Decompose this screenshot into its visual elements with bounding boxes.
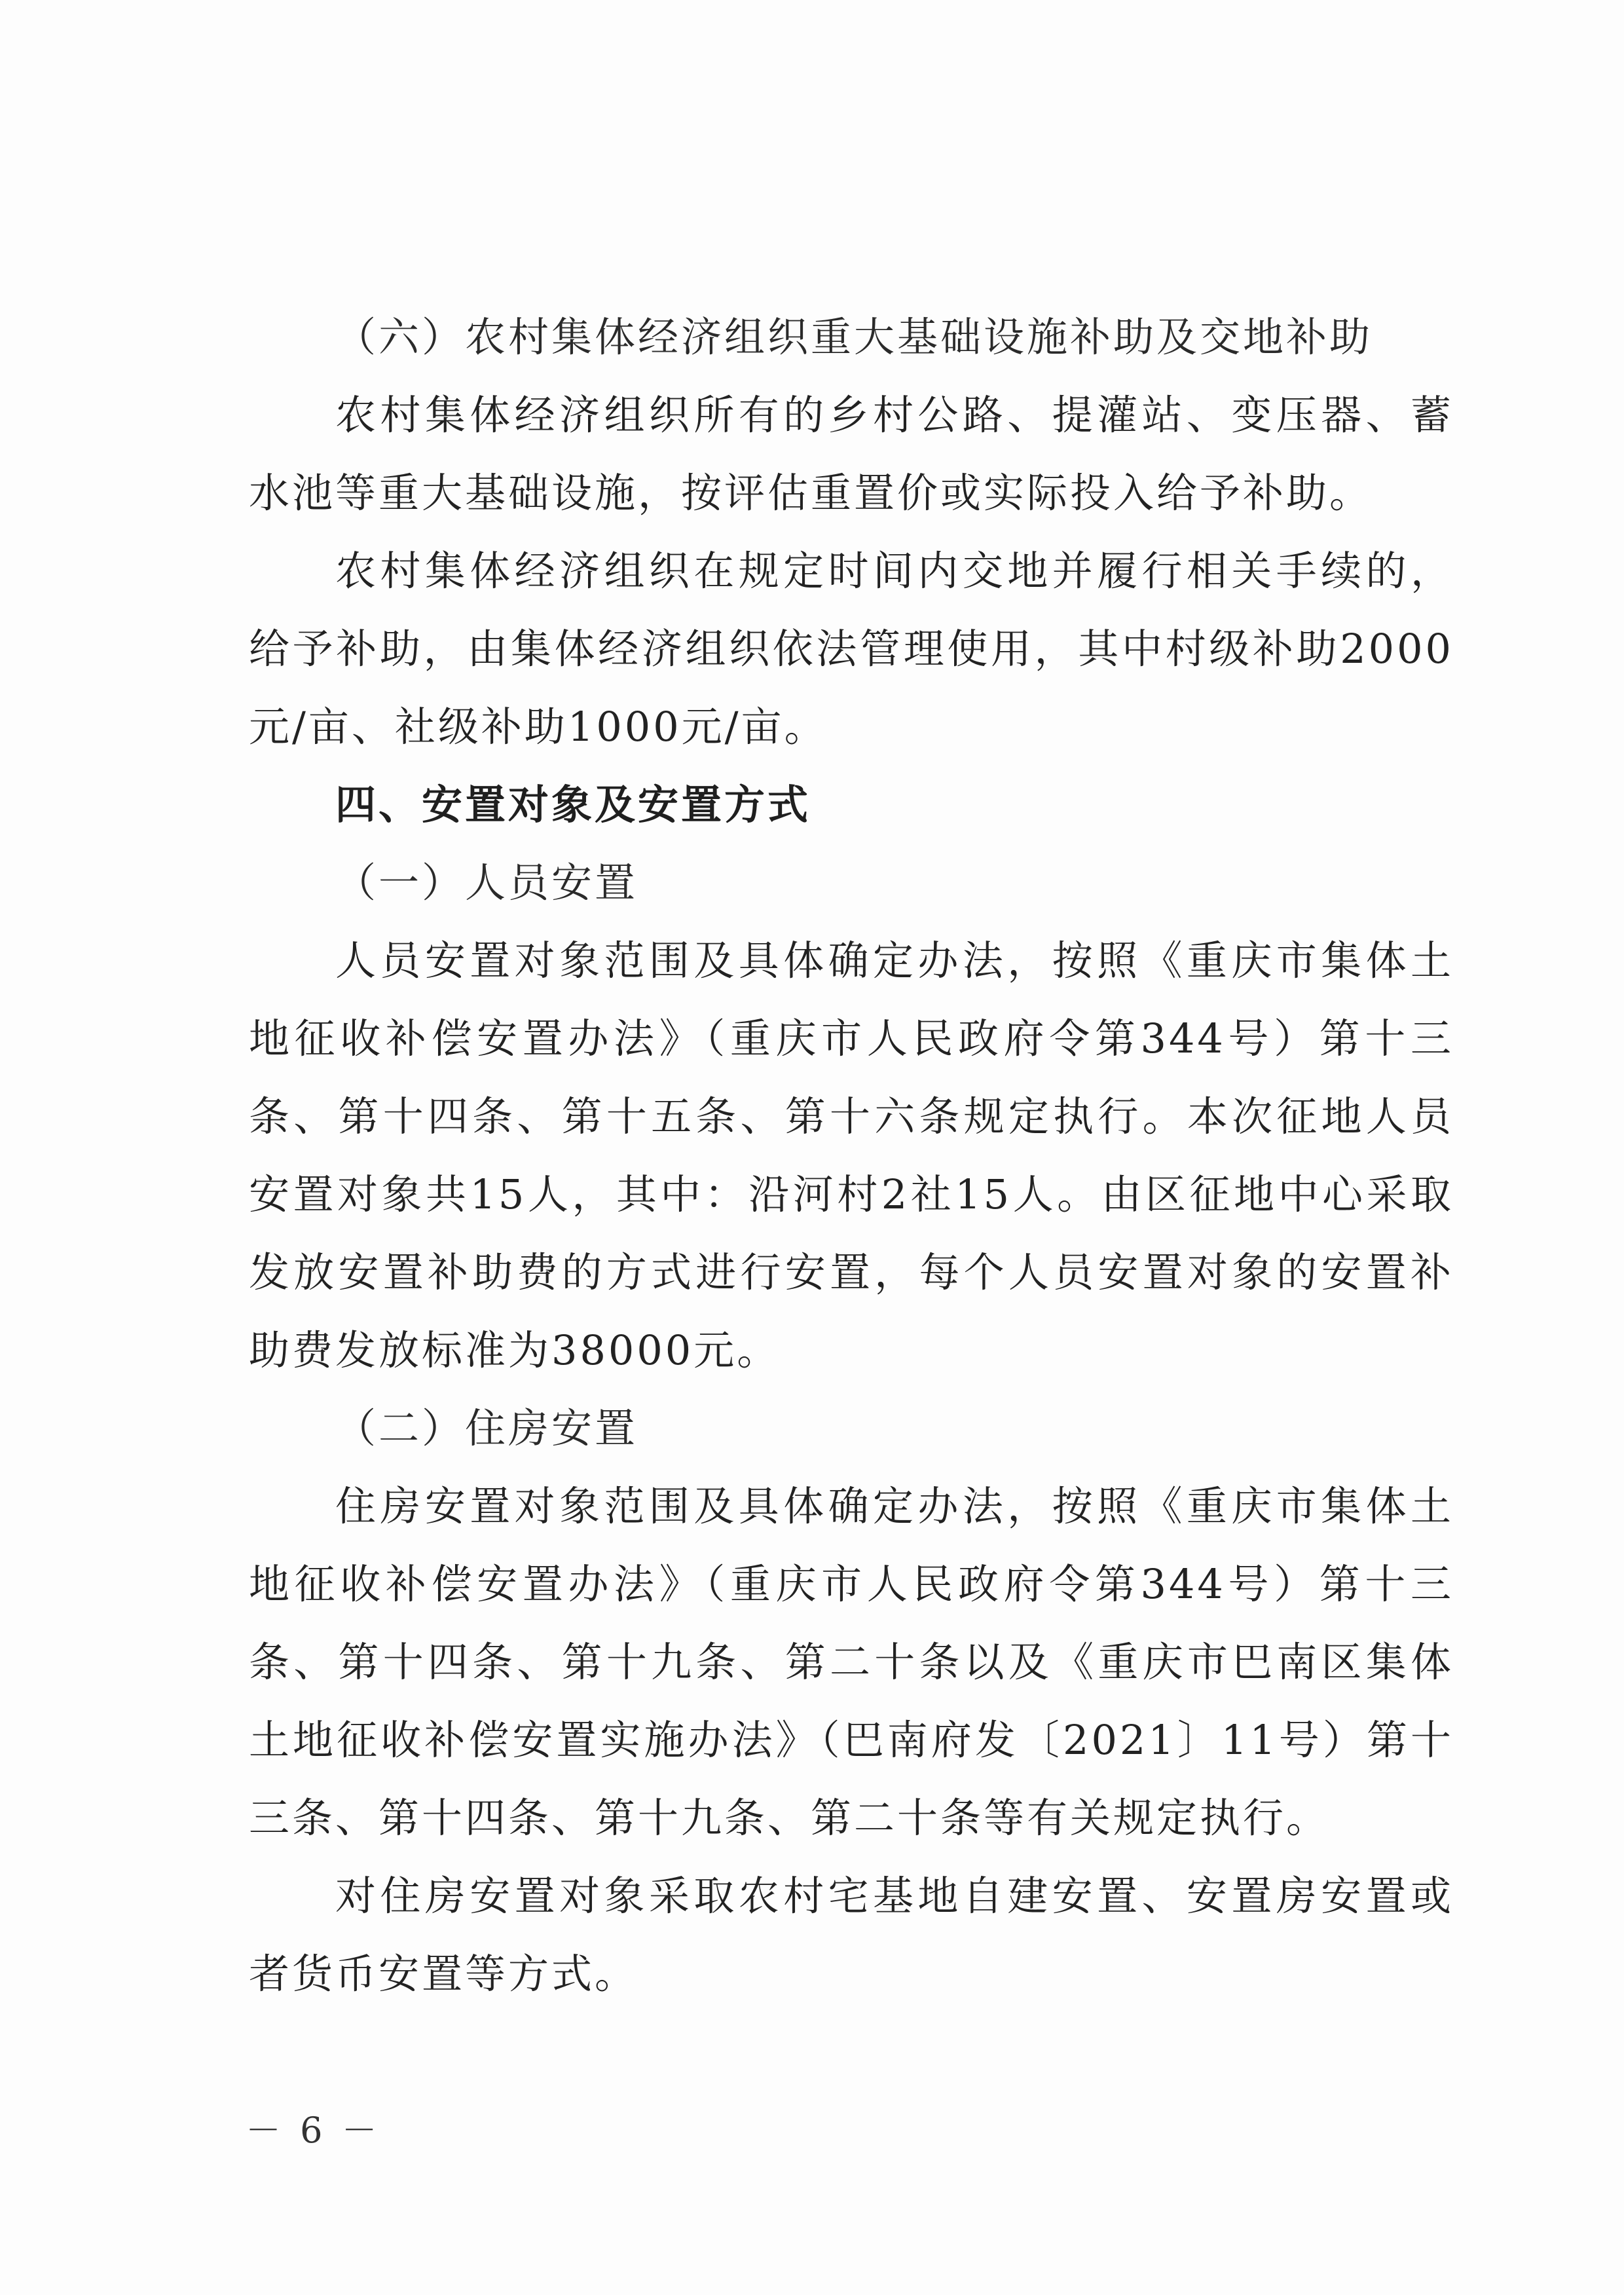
paragraph-housing-resettlement-methods: 对住房安置对象采取农村宅基地自建安置、安置房安置或者货币安置等方式。 xyxy=(249,1872,1454,1998)
paragraph-personnel-resettlement: 人员安置对象范围及具体确定办法，按照《重庆市集体土地征收补偿安置办法》（重庆市人民政府令第344号）第十三条、第十四条、第十五条、第十六条规定执行。本次征地人员安置对象共15人，其中：沿河村2社15人。由区征地中心采取发放安置补助费的方式进行安置，每个人员安置对象的安置补助费发放标准为38000元。 xyxy=(249,937,1454,1374)
paragraph-land-handover-subsidy: 农村集体经济组织在规定时间内交地并履行相关手续的，给予补助，由集体经济组织依法管理使用，其中村级补助2000元/亩、社级补助1000元/亩。 xyxy=(249,547,1454,751)
section-subheading-housing-resettlement: （二）住房安置 xyxy=(335,1404,638,1452)
section-subheading-personnel-resettlement: （一）人员安置 xyxy=(335,859,638,906)
document-body xyxy=(249,298,1454,2013)
paragraph-housing-resettlement-rules: 住房安置对象范围及具体确定办法，按照《重庆市集体土地征收补偿安置办法》（重庆市人民政府令第344号）第十三条、第十四条、第十九条、第二十条以及《重庆市巴南区集体土地征收补偿安置实施办法》（巴南府发〔2021〕11号）第十三条、第十四条、第十九条、第二十条等有关规定执行。 xyxy=(249,1482,1454,1842)
section-heading-resettlement: 四、安置对象及安置方式 xyxy=(335,781,811,829)
paragraph-infrastructure-subsidy: 农村集体经济组织所有的乡村公路、提灌站、变压器、蓄水池等重大基础设施，按评估重置价或实际投入给予补助。 xyxy=(249,391,1454,517)
section-subheading-infrastructure-subsidy: （六）农村集体经济组织重大基础设施补助及交地补助 xyxy=(335,313,1373,361)
page-number: － 6 － xyxy=(246,2110,381,2151)
